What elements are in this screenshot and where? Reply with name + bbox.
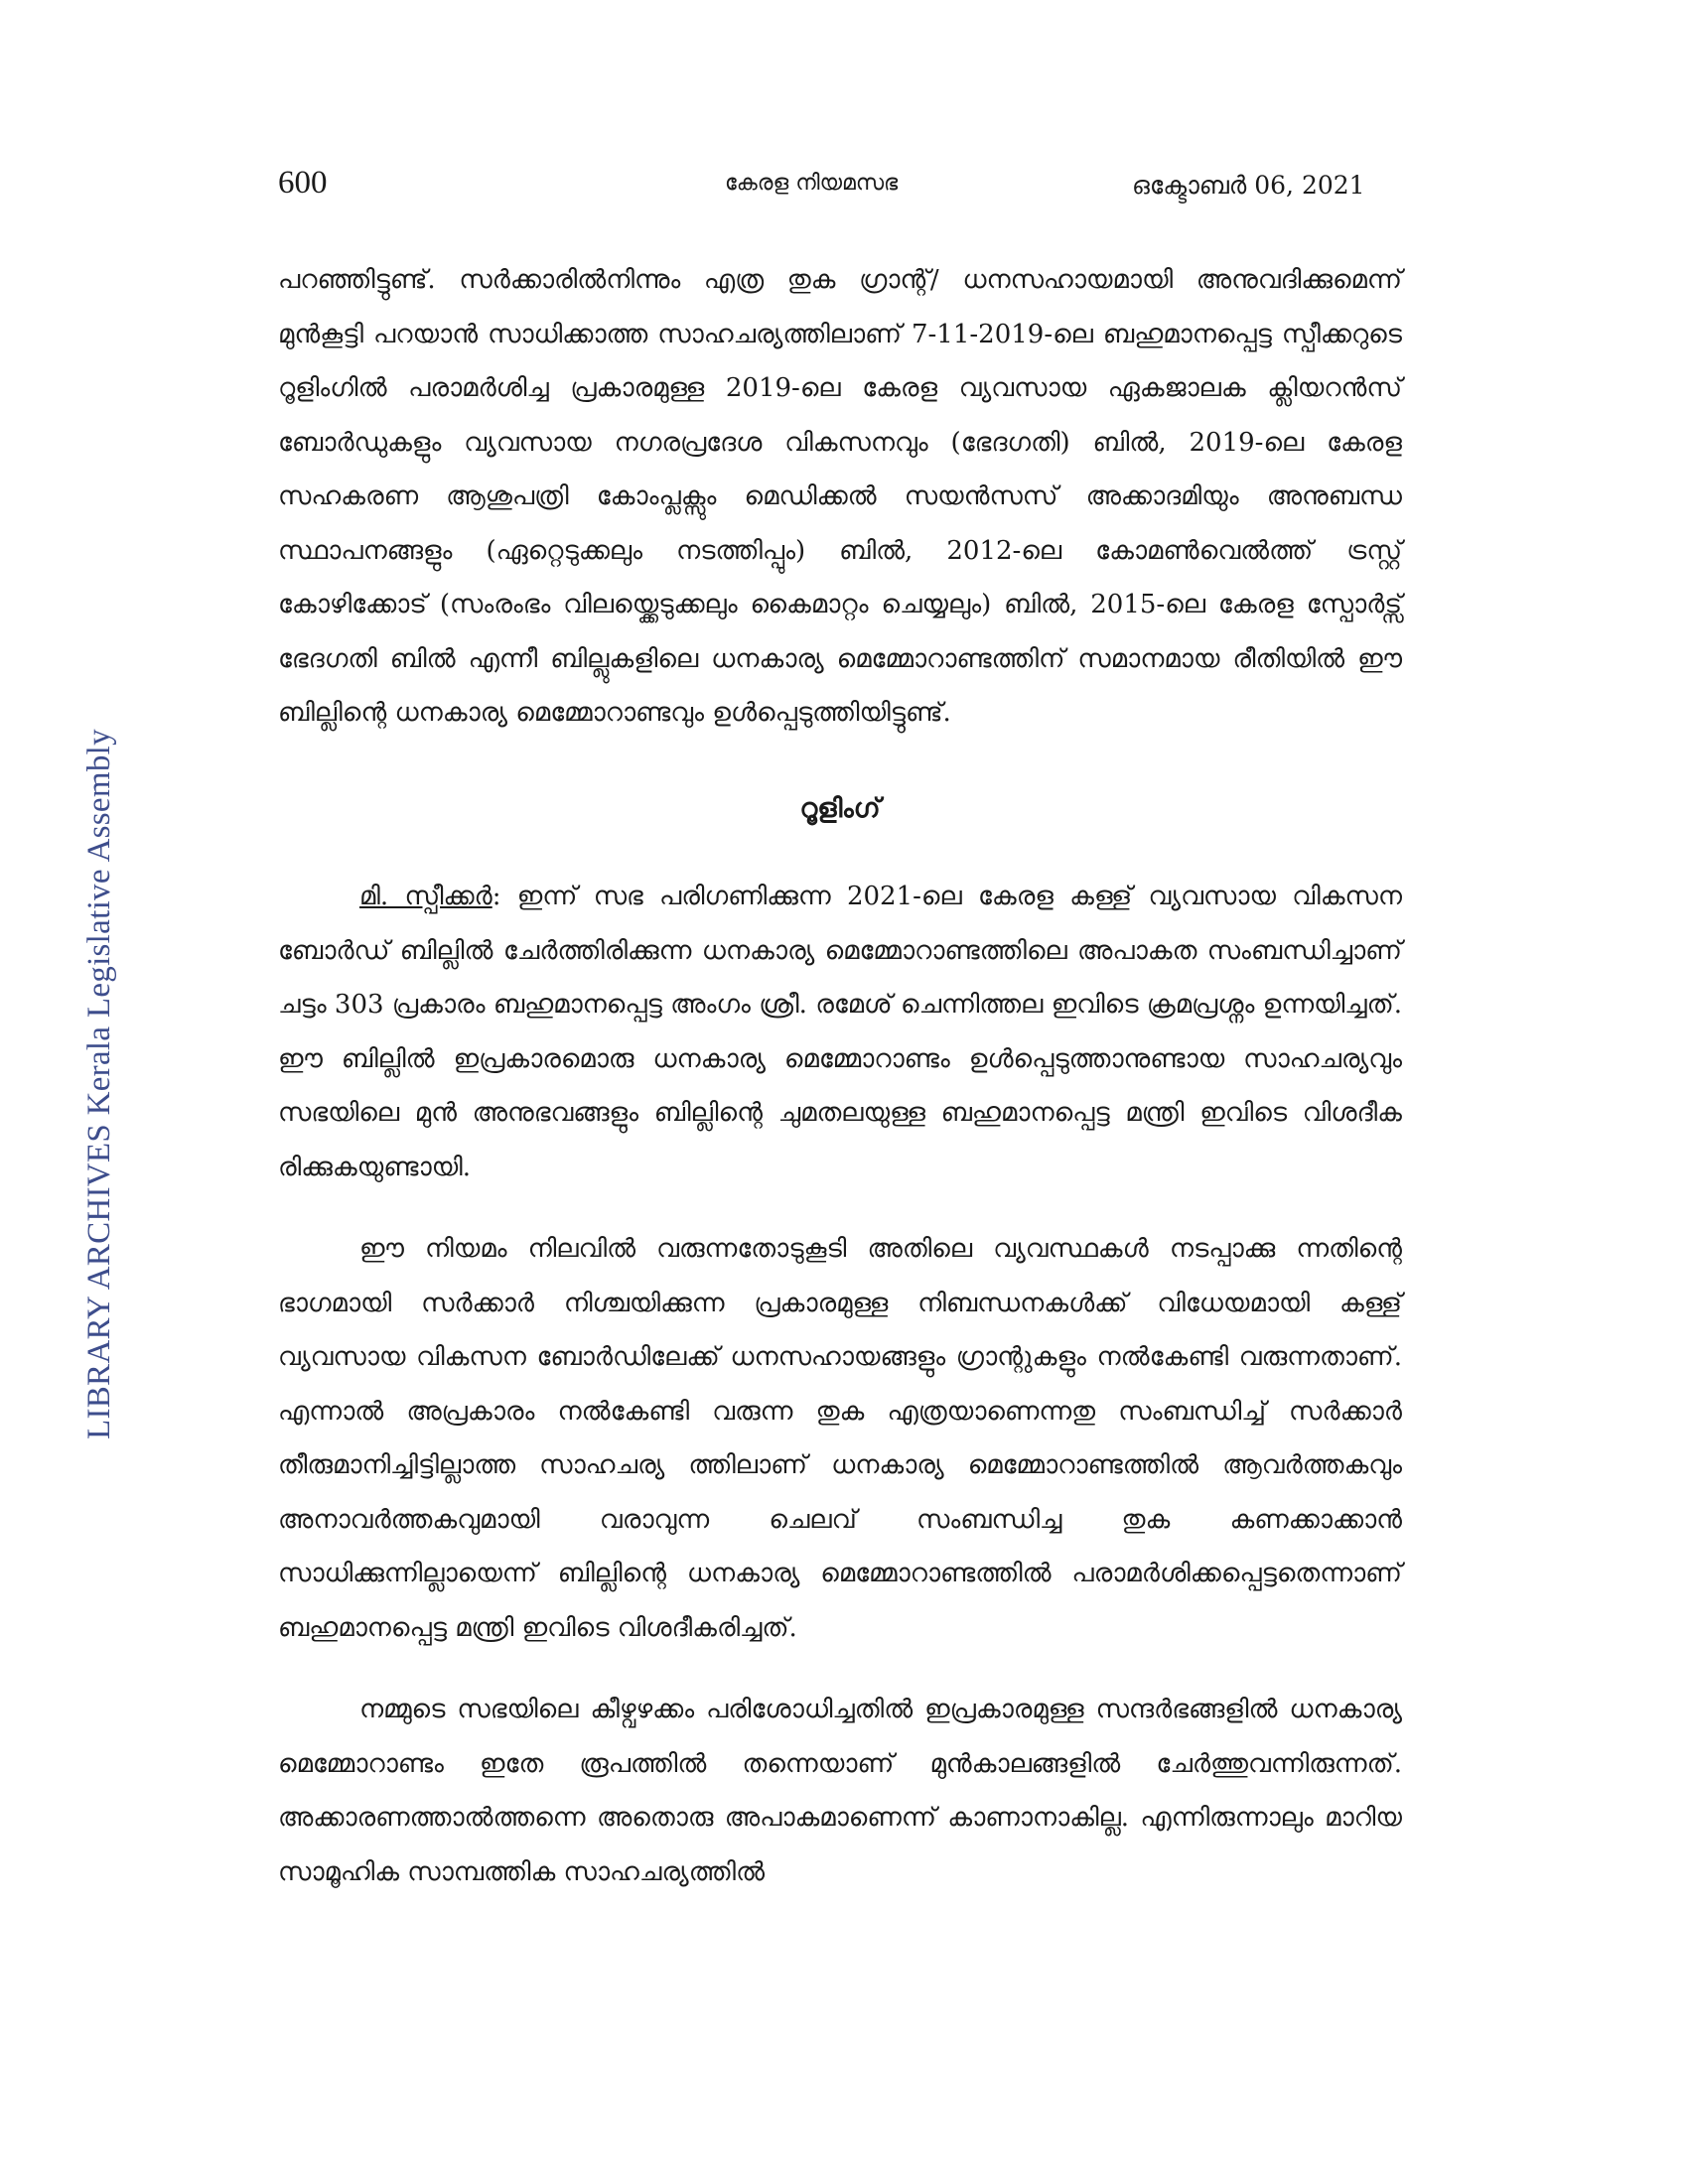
ruling-text: : ഇന്ന് സഭ പരിഗണിക്കുന്ന 2021-ലെ കേരള കള്ള് വ്യവസായ വികസന ബോർഡ് ബില്ലിൽ ചേർത്തിരിക്കുന്ന ധനകാര്യ മെമ്മോറാണ്ടത്തിലെ അപാകത സംബന്ധിച്ചാണ് ചട്ടം 303 പ്രകാരം ബഹുമാനപ്പെട്ട അംഗം ശ്രീ. രമേശ് ചെന്നിത്തല ഇവിടെ ക്രമപ്രശ്നം ഉന്നയിച്ചത്. ഈ ബില്ലിൽ ഇപ്രകാരമൊരു ധനകാര്യ മെമ്മോറാണ്ടം ഉൾപ്പെടുത്താനുണ്ടായ സാഹചര്യവും സഭയിലെ മുൻ അനുഭവങ്ങളും ബില്ലിന്റെ ചുമതലയുള്ള ബഹുമാനപ്പെട്ട മന്ത്രി ഇവിടെ വിശദീക രിക്കുകയുണ്ടായി.	[278, 882, 1402, 1182]
page-number: 600	[278, 165, 328, 201]
running-header-date: ഒക്ടോബർ 06, 2021	[1132, 171, 1365, 200]
archive-watermark: LIBRARY ARCHIVES Kerala Legislative Assembly	[81, 729, 117, 1439]
page-body	[278, 253, 1402, 1899]
paragraph-speaker-ruling	[278, 870, 1402, 1194]
section-heading-ruling: റൂളിംഗ്	[799, 792, 881, 824]
paragraph-explanation: ഈ നിയമം നിലവിൽ വരുന്നതോടുകൂടി അതിലെ വ്യവസ്ഥകൾ നടപ്പാക്കു ന്നതിന്റെ ഭാഗമായി സർക്കാർ നിശ്ചയിക്കുന്ന പ്രകാരമുള്ള നിബന്ധനകൾക്ക് വിധേയമായി കള്ള് വ്യവസായ വികസന ബോർഡിലേക്ക് ധനസഹായങ്ങളും ഗ്രാന്റുകളും നൽകേണ്ടി വരുന്നതാണ്. എന്നാൽ അപ്രകാരം നൽകേണ്ടി വരുന്ന തുക എത്രയാണെന്നതു സംബന്ധിച്ച് സർക്കാർ തീരുമാനിച്ചിട്ടില്ലാത്ത സാഹചര്യ ത്തിലാണ് ധനകാര്യ മെമ്മോറാണ്ടത്തിൽ ആവർത്തകവും അനാവർത്തകവുമായി വരാവുന്ന ചെലവ് സംബന്ധിച്ച തുക കണക്കാക്കാൻ സാധിക്കുന്നില്ലായെന്ന് ബില്ലിന്റെ ധനകാര്യ മെമ്മോറാണ്ടത്തിൽ പരാമർശിക്കപ്പെട്ടതെന്നാണ് ബഹുമാനപ്പെട്ട മന്ത്രി ഇവിടെ വിശദീകരിച്ചത്.	[278, 1234, 1402, 1643]
paragraph-continuation: പറഞ്ഞിട്ടുണ്ട്. സർക്കാരിൽനിന്നും എത്ര തുക ഗ്രാന്റ്/ ധനസഹായമായി അനുവദിക്കുമെന്ന് മുൻകൂട്ടി പറയാൻ സാധിക്കാത്ത സാഹചര്യത്തിലാണ് 7-11-2019-ലെ ബഹുമാനപ്പെട്ട സ്പീക്കറുടെ റൂളിംഗിൽ പരാമർശിച്ച പ്രകാരമുള്ള 2019-ലെ കേരള വ്യവസായ ഏകജാലക ക്ലിയറൻസ് ബോർഡുകളും വ്യവസായ നഗരപ്രദേശ വികസനവും (ഭേദഗതി) ബിൽ, 2019-ലെ കേരള സഹകരണ ആശുപത്രി കോംപ്ലക്സും മെഡിക്കൽ സയൻസസ് അക്കാദമിയും അനുബന്ധ സ്ഥാപനങ്ങളും (ഏറ്റെടുക്കലും നടത്തിപ്പും) ബിൽ, 2012-ലെ കോമൺവെൽത്ത് ട്രസ്റ്റ് കോഴിക്കോട് (സംരംഭം വിലയ്ക്കെടുക്കലും കൈമാറ്റം ചെയ്യലും) ബിൽ, 2015-ലെ കേരള സ്പോർട്സ് ഭേദഗതി ബിൽ എന്നീ ബില്ലുകളിലെ ധനകാര്യ മെമ്മോറാണ്ടത്തിന് സമാനമായ രീതിയിൽ ഈ ബില്ലിന്റെ ധനകാര്യ മെമ്മോറാണ്ടവും ഉൾപ്പെടുത്തിയിട്ടുണ്ട്.	[278, 265, 1402, 728]
speaker-name: മി. സ്പീക്കർ	[359, 882, 492, 911]
paragraph-precedent: നമ്മുടെ സഭയിലെ കീഴ്വഴക്കം പരിശോധിച്ചതിൽ ഇപ്രകാരമുള്ള സന്ദർഭങ്ങളിൽ ധനകാര്യ മെമ്മോറാണ്ടം ഇതേ രൂപത്തിൽ തന്നെയാണ് മുൻകാലങ്ങളിൽ ചേർത്തുവന്നിരുന്നത്. അക്കാരണത്താൽത്തന്നെ അതൊരു അപാകമാണെന്ന് കാണാനാകില്ല. എന്നിരുന്നാലും മാറിയ സാമൂഹിക സാമ്പത്തിക സാഹചര്യത്തിൽ	[278, 1695, 1402, 1887]
running-header-title: കേരള നിയമസഭ	[725, 171, 899, 196]
